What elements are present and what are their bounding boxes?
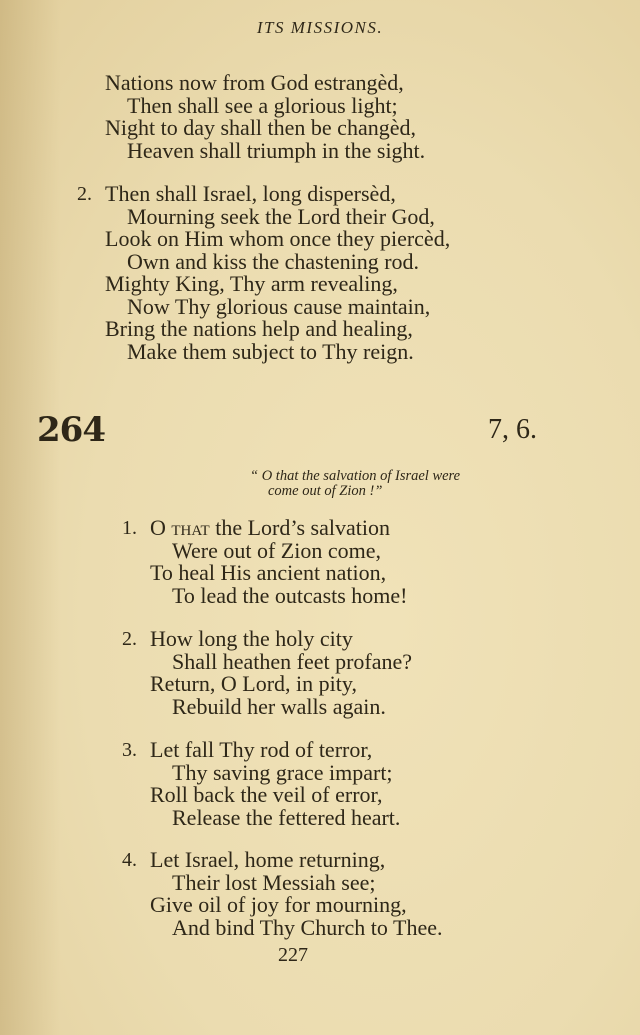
stanza-2 (122, 626, 413, 719)
verse-line: How long the holy city (150, 626, 353, 651)
stanza-number: 4. (122, 849, 137, 871)
verse-line: Let Israel, home returning, (150, 847, 386, 872)
epigraph-line: come out of Zion !” (268, 483, 383, 499)
initial-word: O (150, 515, 166, 540)
verse-line: Heaven shall triumph in the sight. (127, 137, 426, 163)
epigraph (250, 469, 550, 499)
verse-line: And bind Thy Church to Thee. (172, 914, 443, 940)
running-head: ITS MISSIONS. (256, 18, 384, 37)
stanza-number: 2. (77, 183, 92, 205)
verse-line: Give oil of joy for mourning, (150, 892, 407, 917)
verse-line: Nations now from God estrangèd, (105, 70, 404, 95)
smallcaps-word: that (171, 515, 210, 540)
verse-line: Shall heathen feet profane? (172, 648, 413, 674)
page-number: 227 (278, 944, 308, 966)
verse-line: Now Thy glorious cause maintain, (127, 293, 431, 319)
verse-line: Roll back the veil of error, (150, 782, 383, 807)
verse-line: Then shall Israel, long dispersèd, (105, 181, 396, 206)
stanza-1 (122, 515, 408, 608)
verse-line: Mighty King, Thy arm revealing, (105, 271, 398, 296)
verse-line: To lead the outcasts home! (172, 582, 408, 608)
verse-line: Bring the nations help and healing, (105, 316, 413, 341)
verse-line-rest: the Lord’s salvation (209, 515, 390, 540)
verse-line: Rebuild her walls again. (172, 693, 386, 719)
verse-line: Make them subject to Thy reign. (127, 338, 414, 364)
stanza-3 (122, 737, 401, 830)
stanza-number: 2. (122, 628, 137, 650)
verse-line: Night to day shall then be changèd, (105, 115, 416, 140)
hymn-number: 264 (37, 410, 105, 450)
continued-stanza-2 (77, 181, 451, 364)
continued-stanza-1 (105, 72, 425, 162)
verse-line: Let fall Thy rod of terror, (150, 737, 373, 762)
stanza-4 (122, 847, 443, 940)
epigraph-line: “ O that the salvation of Israel were (250, 468, 461, 484)
verse-line: Return, O Lord, in pity, (150, 671, 357, 696)
verse-line: Then shall see a glorious light; (127, 92, 398, 118)
verse-line: Look on Him whom once they piercèd, (105, 226, 451, 251)
hymn-meter: 7, 6. (488, 414, 537, 445)
verse-line: To heal His ancient nation, (150, 560, 387, 585)
verse-line: Own and kiss the chastening rod. (127, 248, 420, 274)
verse-line: Were out of Zion come, (172, 537, 381, 563)
verse-line: Mourning seek the Lord their God, (127, 203, 435, 229)
stanza-number: 1. (122, 517, 137, 539)
verse-line: Release the fettered heart. (172, 804, 401, 830)
verse-line-first (150, 517, 408, 540)
stanza-number: 3. (122, 739, 137, 761)
verse-line: Their lost Messiah see; (172, 869, 376, 895)
verse-line: Thy saving grace impart; (172, 759, 393, 785)
